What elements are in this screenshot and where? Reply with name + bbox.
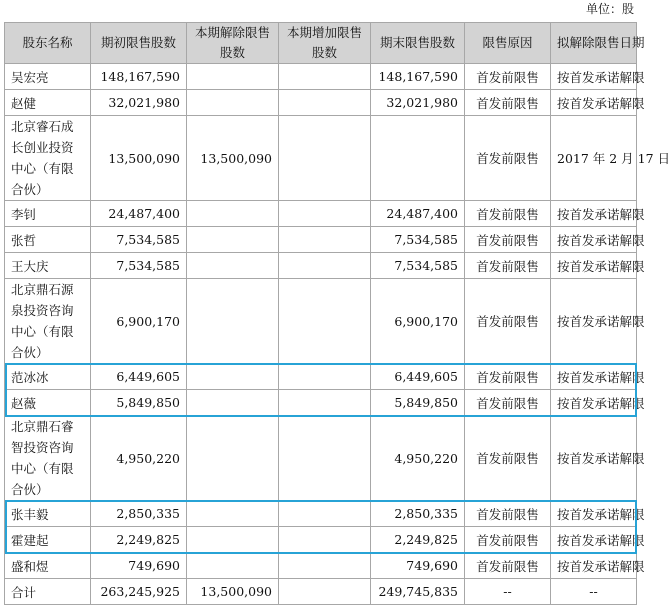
cell-release-date: 按首发承诺解限 xyxy=(551,279,637,364)
cell-begin-shares: 5,849,850 xyxy=(91,390,187,416)
cell-shareholder: 李钊 xyxy=(5,201,91,227)
cell-added-shares xyxy=(279,227,371,253)
cell-reason: 首发前限售 xyxy=(465,279,551,364)
cell-end-shares: 749,690 xyxy=(371,553,465,579)
cell-begin-shares: 7,534,585 xyxy=(91,253,187,279)
cell-end-shares: 249,745,835 xyxy=(371,579,465,605)
table-row xyxy=(5,501,637,527)
table-row xyxy=(5,390,637,416)
header-added-shares: 本期增加限售股数 xyxy=(279,23,371,64)
cell-reason: 首发前限售 xyxy=(465,390,551,416)
restricted-shares-table xyxy=(4,22,670,605)
cell-released-shares xyxy=(187,364,279,390)
cell-end-shares: 32,021,980 xyxy=(371,90,465,116)
cell-begin-shares: 6,449,605 xyxy=(91,364,187,390)
cell-begin-shares: 263,245,925 xyxy=(91,579,187,605)
cell-end-shares: 2,850,335 xyxy=(371,501,465,527)
cell-reason: 首发前限售 xyxy=(465,253,551,279)
cell-reason: 首发前限售 xyxy=(465,364,551,390)
cell-shareholder: 霍建起 xyxy=(5,527,91,553)
cell-begin-shares: 148,167,590 xyxy=(91,64,187,90)
cell-release-date: 按首发承诺解限 xyxy=(551,390,637,416)
cell-end-shares: 5,849,850 xyxy=(371,390,465,416)
unit-label: 单位：股 xyxy=(585,2,634,16)
cell-release-date: 按首发承诺解限 xyxy=(551,416,637,501)
cell-added-shares xyxy=(279,553,371,579)
cell-released-shares: 13,500,090 xyxy=(187,116,279,201)
table-row xyxy=(5,227,637,253)
cell-shareholder: 赵健 xyxy=(5,90,91,116)
table-row xyxy=(5,201,637,227)
cell-shareholder: 王大庆 xyxy=(5,253,91,279)
cell-release-date: 按首发承诺解限 xyxy=(551,201,637,227)
cell-release-date: 按首发承诺解限 xyxy=(551,90,637,116)
cell-release-date: -- xyxy=(551,579,637,605)
cell-added-shares xyxy=(279,90,371,116)
cell-release-date: 按首发承诺解限 xyxy=(551,64,637,90)
cell-released-shares xyxy=(187,253,279,279)
cell-shareholder: 北京鼎石睿智投资咨询中心（有限合伙） xyxy=(5,416,91,501)
cell-end-shares: 7,534,585 xyxy=(371,253,465,279)
cell-end-shares xyxy=(371,116,465,201)
table-row xyxy=(5,253,637,279)
cell-added-shares xyxy=(279,116,371,201)
table-row xyxy=(5,64,637,90)
cell-released-shares xyxy=(187,64,279,90)
cell-shareholder: 合计 xyxy=(5,579,91,605)
cell-release-date: 2017 年 2 月 17 日 xyxy=(551,116,637,201)
table-row xyxy=(5,527,637,553)
cell-reason: 首发前限售 xyxy=(465,227,551,253)
cell-added-shares xyxy=(279,390,371,416)
cell-added-shares xyxy=(279,64,371,90)
table-body xyxy=(5,64,670,605)
header-released-shares: 本期解除限售股数 xyxy=(187,23,279,64)
cell-released-shares xyxy=(187,90,279,116)
cell-added-shares xyxy=(279,201,371,227)
cell-reason: 首发前限售 xyxy=(465,501,551,527)
cell-begin-shares: 6,900,170 xyxy=(91,279,187,364)
header-end-shares: 期末限售股数 xyxy=(371,23,465,64)
cell-end-shares: 6,900,170 xyxy=(371,279,465,364)
header-shareholder: 股东名称 xyxy=(5,23,91,64)
cell-release-date: 按首发承诺解限 xyxy=(551,553,637,579)
cell-end-shares: 4,950,220 xyxy=(371,416,465,501)
cell-shareholder: 张丰毅 xyxy=(5,501,91,527)
cell-released-shares xyxy=(187,279,279,364)
header-begin-shares: 期初限售股数 xyxy=(91,23,187,64)
cell-added-shares xyxy=(279,579,371,605)
header-reason: 限售原因 xyxy=(465,23,551,64)
cell-begin-shares: 24,487,400 xyxy=(91,201,187,227)
cell-begin-shares: 7,534,585 xyxy=(91,227,187,253)
cell-released-shares xyxy=(187,390,279,416)
table-row xyxy=(5,553,637,579)
cell-begin-shares: 32,021,980 xyxy=(91,90,187,116)
cell-release-date: 按首发承诺解限 xyxy=(551,227,637,253)
cell-released-shares: 13,500,090 xyxy=(187,579,279,605)
cell-shareholder: 北京鼎石源泉投资咨询中心（有限合伙） xyxy=(5,279,91,364)
cell-begin-shares: 749,690 xyxy=(91,553,187,579)
cell-shareholder: 赵薇 xyxy=(5,390,91,416)
cell-reason: 首发前限售 xyxy=(465,116,551,201)
cell-begin-shares: 13,500,090 xyxy=(91,116,187,201)
cell-shareholder: 北京睿石成长创业投资中心（有限合伙） xyxy=(5,116,91,201)
table-row xyxy=(5,90,637,116)
cell-released-shares xyxy=(187,553,279,579)
table-row xyxy=(5,279,637,364)
cell-shareholder: 盛和煜 xyxy=(5,553,91,579)
cell-end-shares: 2,249,825 xyxy=(371,527,465,553)
cell-end-shares: 7,534,585 xyxy=(371,227,465,253)
cell-added-shares xyxy=(279,253,371,279)
cell-released-shares xyxy=(187,501,279,527)
cell-release-date: 按首发承诺解限 xyxy=(551,527,637,553)
table-row xyxy=(5,364,637,390)
cell-reason: -- xyxy=(465,579,551,605)
cell-end-shares: 148,167,590 xyxy=(371,64,465,90)
table-header-row xyxy=(5,23,637,64)
cell-reason: 首发前限售 xyxy=(465,553,551,579)
cell-shareholder: 范冰冰 xyxy=(5,364,91,390)
cell-added-shares xyxy=(279,279,371,364)
cell-begin-shares: 4,950,220 xyxy=(91,416,187,501)
total-row xyxy=(5,579,637,605)
cell-shareholder: 张哲 xyxy=(5,227,91,253)
cell-released-shares xyxy=(187,416,279,501)
cell-added-shares xyxy=(279,364,371,390)
table-row xyxy=(5,116,637,201)
cell-released-shares xyxy=(187,527,279,553)
cell-added-shares xyxy=(279,416,371,501)
cell-added-shares xyxy=(279,527,371,553)
cell-released-shares xyxy=(187,201,279,227)
cell-reason: 首发前限售 xyxy=(465,527,551,553)
cell-begin-shares: 2,850,335 xyxy=(91,501,187,527)
cell-reason: 首发前限售 xyxy=(465,90,551,116)
cell-reason: 首发前限售 xyxy=(465,201,551,227)
cell-begin-shares: 2,249,825 xyxy=(91,527,187,553)
cell-release-date: 按首发承诺解限 xyxy=(551,501,637,527)
cell-reason: 首发前限售 xyxy=(465,416,551,501)
cell-shareholder: 吴宏亮 xyxy=(5,64,91,90)
cell-released-shares xyxy=(187,227,279,253)
cell-added-shares xyxy=(279,501,371,527)
header-release-date: 拟解除限售日期 xyxy=(551,23,637,64)
cell-end-shares: 24,487,400 xyxy=(371,201,465,227)
cell-reason: 首发前限售 xyxy=(465,64,551,90)
cell-release-date: 按首发承诺解限 xyxy=(551,364,637,390)
cell-release-date: 按首发承诺解限 xyxy=(551,253,637,279)
table-row xyxy=(5,416,637,501)
cell-end-shares: 6,449,605 xyxy=(371,364,465,390)
